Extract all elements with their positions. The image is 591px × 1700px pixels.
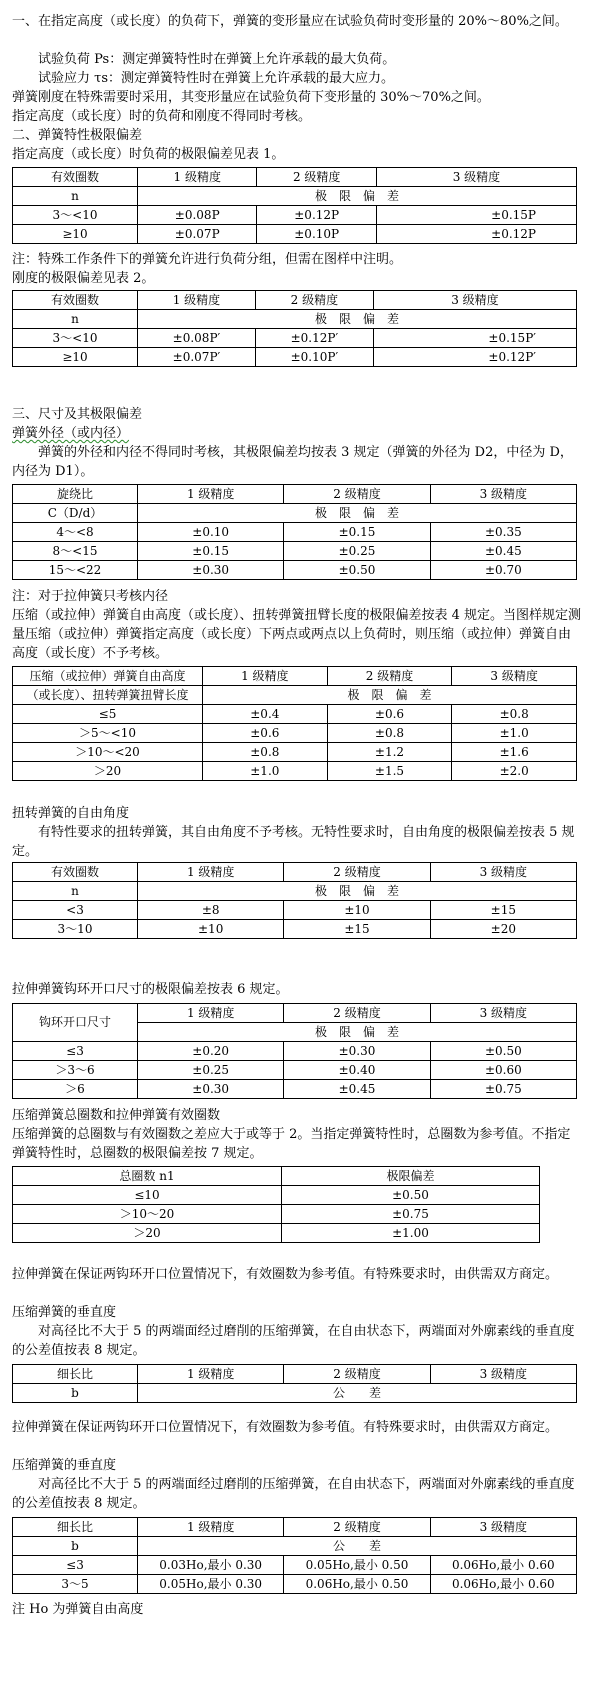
table-header-cell: 3 级精度 [430,1365,576,1384]
table-cell: 0.03Ho,最小 0.30 [138,1556,284,1575]
table-cell: ±0.12P′ [255,329,373,348]
table-header-cell: 极 限 偏 差 [138,1023,577,1042]
table-cell: ±0.50 [284,561,430,580]
table-cell: ＞6 [13,1080,138,1099]
table-8-perpendicularity-tolerance [12,1517,577,1594]
subheading-free-angle: 扭转弹簧的自由角度 [12,806,130,821]
table-row [13,542,577,561]
table-header-row [13,168,577,187]
table-header-cell: 极 限 偏 差 [203,686,577,705]
table-row [13,1042,577,1061]
table-cell: ＞10～20 [13,1205,282,1224]
table-header-row [13,667,577,686]
table-header-cell: 极 限 偏 差 [138,187,577,206]
table-header-cell: 3 级精度 [373,291,576,310]
table-header-cell: 3 级精度 [430,1004,576,1023]
table-header-row [13,1365,577,1384]
table-cell: ±0.08P′ [138,329,256,348]
table-row [13,1556,577,1575]
table-cell: ±1.0 [203,762,328,781]
table-header-row [13,187,577,206]
table-row [13,1224,540,1243]
table-cell: 3～<10 [13,206,138,225]
table-header-cell: 3 级精度 [376,168,576,187]
table-header-cell: 压缩（或拉伸）弹簧自由高度 [13,667,203,686]
table-cell: ±0.12P [257,206,376,225]
table-header-cell: 细长比 [13,1365,138,1384]
table-cell: ≤3 [13,1556,138,1575]
table-cell: ±0.75 [282,1205,540,1224]
table-cell: ±2.0 [452,762,577,781]
table-cell: ±0.10P′ [255,348,373,367]
table-cell: ±0.10 [138,523,284,542]
table-header-cell: 2 级精度 [284,1365,430,1384]
subheading-perpendicularity: 压缩弹簧的垂直度 [12,1305,117,1320]
paragraph-table2-ref: 刚度的极限偏差见表 2。 [12,271,155,286]
table-cell: <3 [13,901,138,920]
table-header-cell: b [13,1537,138,1556]
note-extension-spring: 注：对于拉伸簧只考核内径 [12,589,169,604]
table-cell: ±8 [138,901,284,920]
paragraph-hook-opening: 拉伸弹簧钩环开口尺寸的极限偏差按表 6 规定。 [12,982,289,997]
table-cell: ±0.4 [203,705,328,724]
table-header-cell: n [13,882,138,901]
table-header-cell: 2 级精度 [255,291,373,310]
paragraph-test-stress: 试验应力 τs：测定弹簧特性时在弹簧上允许承载的最大应力。 [38,71,394,86]
table-cell: ±1.2 [327,743,452,762]
table-header-row [13,1518,577,1537]
table-header-cell: 2 级精度 [284,485,430,504]
paragraph-stiffness: 弹簧刚度在特殊需要时采用，其变形量应在试验负荷下变形量的 30%～70%之间。 [12,90,490,105]
table-cell: 3～5 [13,1575,138,1594]
table-header-row [13,485,577,504]
table-row [13,743,577,762]
table-header-cell: 3 级精度 [452,667,577,686]
table-header-cell: （或长度）、扭转弹簧扭臂长度 [13,686,203,705]
table-cell: ≤5 [13,705,203,724]
table-cell: ±0.20 [138,1042,284,1061]
table-header-cell: n [13,187,138,206]
table-cell: ±1.6 [452,743,577,762]
table-row [13,724,577,743]
table-cell: ±0.25 [284,542,430,561]
table-cell: ±0.10P [257,225,376,244]
table-cell: ≥10 [13,225,138,244]
table-cell: ±0.50 [430,1042,576,1061]
table-header-cell: 1 级精度 [138,485,284,504]
table-7-total-coils-deviation [12,1166,540,1243]
table-row [13,1061,577,1080]
table-cell: ±0.30 [138,561,284,580]
table-cell: ±0.6 [203,724,328,743]
table-header-cell: 3 级精度 [430,485,576,504]
table-cell: ±15 [430,901,576,920]
table-header-cell: 1 级精度 [203,667,328,686]
table-header-cell: 有效圈数 [13,291,138,310]
table-cell: ±0.15P [376,206,576,225]
table-header-cell: 2 级精度 [327,667,452,686]
table-header-cell: 1 级精度 [138,1518,284,1537]
table-header-cell: 公 差 [138,1384,577,1403]
table-header-row [13,1537,577,1556]
table-header-cell: 极 限 偏 差 [138,504,577,523]
table-cell: ±0.12P [376,225,576,244]
note-free-height: 注 Ho 为弹簧自由高度 [12,1602,144,1617]
table-header-cell: 1 级精度 [138,863,284,882]
table-cell: ±1.00 [282,1224,540,1243]
table-cell: 15～<22 [13,561,138,580]
table-cell: ±0.6 [327,705,452,724]
table-cell: ±1.0 [452,724,577,743]
paragraph-free-height: 压缩（或拉伸）弹簧自由高度（或长度）、扭转弹簧扭臂长度的极限偏差按表 4 规定。当图样规定测量压缩（或拉伸）弹簧指定高度（或长度）下两点或两点以上负荷时，则压缩（或拉伸）弹簧自由高度（或长度）不予考核。 [12,608,582,661]
table-cell: ≤10 [13,1186,282,1205]
table-5-angle-deviation [12,862,577,939]
table-cell: 8～<15 [13,542,138,561]
table-header-row [13,291,577,310]
table-cell: ＞20 [13,1224,282,1243]
table-header-cell: n [13,310,138,329]
table-4-free-height-deviation [12,666,577,781]
paragraph-extension-coils-repeat: 拉伸弹簧在保证两钩环开口位置情况下，有效圈数为参考值。有特殊要求时，由供需双方商定。 [12,1420,559,1435]
table-cell: ≥10 [13,348,138,367]
table-cell: ＞5～<10 [13,724,203,743]
table-header-row [13,1004,577,1023]
table-header-cell: 3 级精度 [430,1518,576,1537]
table-header-cell: 极限偏差 [282,1167,540,1186]
section-heading-2: 二、弹簧特性极限偏差 [12,128,143,143]
note-load-grouping: 注：特殊工作条件下的弹簧允许进行负荷分组，但需在图样中注明。 [12,252,403,267]
table-header-row [13,882,577,901]
table-header-cell: 有效圈数 [13,168,138,187]
table-row [13,920,577,939]
table-row [13,1575,577,1594]
table-cell: 3～<10 [13,329,138,348]
table-header-cell: 1 级精度 [138,1004,284,1023]
table-header-cell: C（D/d） [13,504,138,523]
table-cell: ±0.8 [203,743,328,762]
paragraph-test-load: 试验负荷 Ps：测定弹簧特性时在弹簧上允许承载的最大负荷。 [38,52,396,67]
table-header-cell: 2 级精度 [284,863,430,882]
table-header-row [13,1384,577,1403]
table-header-cell: 极 限 偏 差 [138,882,577,901]
table-8-perpendicularity-header [12,1364,577,1403]
table-row [13,901,577,920]
paragraph-total-coils: 压缩弹簧的总圈数与有效圈数之差应大于或等于 2。当指定弹簧特性时，总圈数为参考值。不指定弹簧特性时，总圈数的极限偏差按 7 规定。 [12,1127,571,1161]
table-cell: ±0.30 [284,1042,430,1061]
table-header-cell: 1 级精度 [138,291,256,310]
table-row [13,1205,540,1224]
table-cell: ±20 [430,920,576,939]
table-header-cell: 2 级精度 [257,168,376,187]
table-cell: 0.06Ho,最小 0.60 [430,1556,576,1575]
table-header-cell: 旋绕比 [13,485,138,504]
table-cell: ±0.12P′ [373,348,576,367]
table-cell: ±0.40 [284,1061,430,1080]
table-1-load-deviation [12,167,577,244]
table-cell: ＞20 [13,762,203,781]
paragraph-no-simultaneous: 指定高度（或长度）时的负荷和刚度不得同时考核。 [12,109,312,124]
table-cell: ±0.30 [138,1080,284,1099]
table-row [13,523,577,542]
table-3-diameter-deviation [12,484,577,580]
table-cell: ±0.25 [138,1061,284,1080]
table-header-cell: 1 级精度 [138,1365,284,1384]
table-row [13,225,577,244]
table-header-row [13,863,577,882]
table-header-row [13,310,577,329]
table-cell: ±0.70 [430,561,576,580]
table-header-cell: 2 级精度 [284,1004,430,1023]
paragraph-perpendicularity-repeat: 对高径比不大于 5 的两端面经过磨削的压缩弹簧，在自由状态下，两端面对外廓素线的垂直度的公差值按表 8 规定。 [12,1477,575,1511]
paragraph-extension-coils: 拉伸弹簧在保证两钩环开口位置情况下，有效圈数为参考值。有特殊要求时，由供需双方商定。 [12,1267,559,1282]
table-cell: ±0.8 [327,724,452,743]
table-row [13,762,577,781]
paragraph-free-angle: 有特性要求的扭转弹簧，其自由角度不予考核。无特性要求时，自由角度的极限偏差按表 5 规定。 [12,825,575,859]
table-cell: ±15 [284,920,430,939]
table-header-cell: 极 限 偏 差 [138,310,577,329]
table-cell: ±0.15 [284,523,430,542]
table-cell: 0.06Ho,最小 0.50 [284,1575,430,1594]
table-row [13,705,577,724]
table-cell: ±0.15 [138,542,284,561]
table-header-cell: b [13,1384,138,1403]
table-cell: ±0.45 [284,1080,430,1099]
table-header-row [13,686,577,705]
table-cell: ±0.75 [430,1080,576,1099]
table-header-cell: 钩环开口尺寸 [13,1004,138,1042]
table-cell: ±1.5 [327,762,452,781]
table-header-row [13,1167,540,1186]
table-cell: ±0.50 [282,1186,540,1205]
table-header-cell: 有效圈数 [13,863,138,882]
paragraph-perpendicularity: 对高径比不大于 5 的两端面经过磨削的压缩弹簧，在自由状态下，两端面对外廓素线的垂直度的公差值按表 8 规定。 [12,1324,575,1358]
table-row [13,206,577,225]
table-row [13,348,577,367]
paragraph-diameter-rule: 弹簧的外径和内径不得同时考核，其极限偏差均按表 3 规定（弹簧的外径为 D2，中径为 D，内径为 D1）。 [12,445,573,479]
table-row [13,1186,540,1205]
paragraph-table1-ref: 指定高度（或长度）时负荷的极限偏差见表 1。 [12,147,285,162]
table-header-cell: 总圈数 n1 [13,1167,282,1186]
table-cell: ±0.8 [452,705,577,724]
table-cell: ±10 [284,901,430,920]
paragraph-load-deformation: 一、在指定高度（或长度）的负荷下，弹簧的变形量应在试验负荷时变形量的 20%～80%之间。 [12,14,568,29]
table-cell: 0.06Ho,最小 0.60 [430,1575,576,1594]
table-cell: ±0.07P [138,225,257,244]
table-header-cell: 1 级精度 [138,168,257,187]
table-cell: ±0.45 [430,542,576,561]
table-cell: ±0.60 [430,1061,576,1080]
table-header-cell: 3 级精度 [430,863,576,882]
table-header-cell: 公 差 [138,1537,577,1556]
table-cell: 4～<8 [13,523,138,542]
table-header-row [13,504,577,523]
table-cell: 0.05Ho,最小 0.50 [284,1556,430,1575]
section-heading-3: 三、尺寸及其极限偏差 [12,407,143,422]
table-row [13,329,577,348]
subheading-total-coils: 压缩弹簧总圈数和拉伸弹簧有效圈数 [12,1108,221,1123]
table-cell: ±0.15P′ [373,329,576,348]
table-cell: ＞10～<20 [13,743,203,762]
table-cell: ±10 [138,920,284,939]
table-6-hook-opening-deviation [12,1003,577,1099]
table-cell: 3～10 [13,920,138,939]
subheading-outer-diameter: 弹簧外径（或内径） [12,426,130,441]
table-cell: ±0.35 [430,523,576,542]
table-2-stiffness-deviation [12,290,577,367]
table-cell: ±0.07P′ [138,348,256,367]
table-cell: ≤3 [13,1042,138,1061]
table-cell: ＞3～6 [13,1061,138,1080]
table-cell: 0.05Ho,最小 0.30 [138,1575,284,1594]
table-header-cell: 细长比 [13,1518,138,1537]
table-header-cell: 2 级精度 [284,1518,430,1537]
subheading-perpendicularity-repeat: 压缩弹簧的垂直度 [12,1458,117,1473]
table-cell: ±0.08P [138,206,257,225]
table-row [13,561,577,580]
table-row [13,1080,577,1099]
